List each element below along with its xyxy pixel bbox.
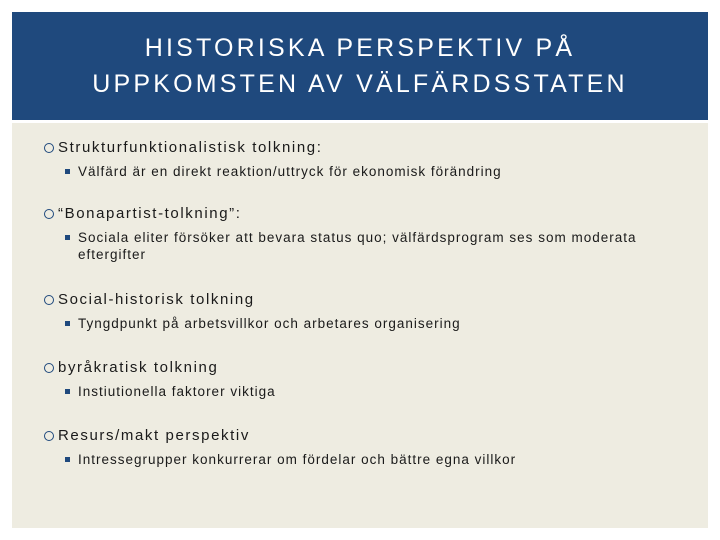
bullet-heading: Social-historisk tolkning [58, 291, 255, 308]
sub-bullet-text: Sociala eliter försöker att bevara status quo; välfärdsprogram ses som moderata eftergifter [78, 230, 637, 262]
sub-bullet-text: Instiutionella faktorer viktiga [78, 384, 276, 399]
bullet-item [44, 427, 250, 444]
sub-bullet-text: Välfärd är en direkt reaktion/uttryck för ekonomisk förändring [78, 164, 502, 179]
bullet-heading: “Bonapartist-tolkning”: [58, 205, 242, 222]
sub-bullet-square-icon [65, 169, 70, 174]
sub-bullet-text: Intressegrupper konkurrerar om fördelar och bättre egna villkor [78, 452, 517, 467]
bullet-circle-icon [44, 363, 54, 373]
bullet-circle-icon [44, 143, 54, 153]
bullet-item [44, 139, 323, 156]
title-bar [12, 12, 708, 120]
bullet-heading: Strukturfunktionalistisk tolkning: [58, 139, 323, 156]
bullet-circle-icon [44, 209, 54, 219]
slide-title-line-2: UPPKOMSTEN AV VÄLFÄRDSSTATEN [92, 70, 628, 98]
sub-bullet-item [78, 383, 678, 400]
sub-bullet-item [78, 229, 643, 263]
sub-bullet-square-icon [65, 235, 70, 240]
sub-bullet-item [78, 163, 678, 180]
bullet-circle-icon [44, 295, 54, 305]
bullet-circle-icon [44, 431, 54, 441]
bullet-heading: byråkratisk tolkning [58, 359, 219, 376]
bullet-item [44, 291, 255, 308]
sub-bullet-item [78, 451, 688, 468]
sub-bullet-text: Tyngdpunkt på arbetsvillkor och arbetares organisering [78, 316, 461, 331]
content-area [12, 123, 708, 528]
bullet-heading: Resurs/makt perspektiv [58, 427, 250, 444]
sub-bullet-square-icon [65, 389, 70, 394]
bullet-item [44, 359, 218, 376]
sub-bullet-square-icon [65, 321, 70, 326]
sub-bullet-item [78, 315, 678, 332]
slide-title-line-1: HISTORISKA PERSPEKTIV PÅ [144, 34, 576, 62]
sub-bullet-square-icon [65, 457, 70, 462]
bullet-item [44, 205, 242, 222]
